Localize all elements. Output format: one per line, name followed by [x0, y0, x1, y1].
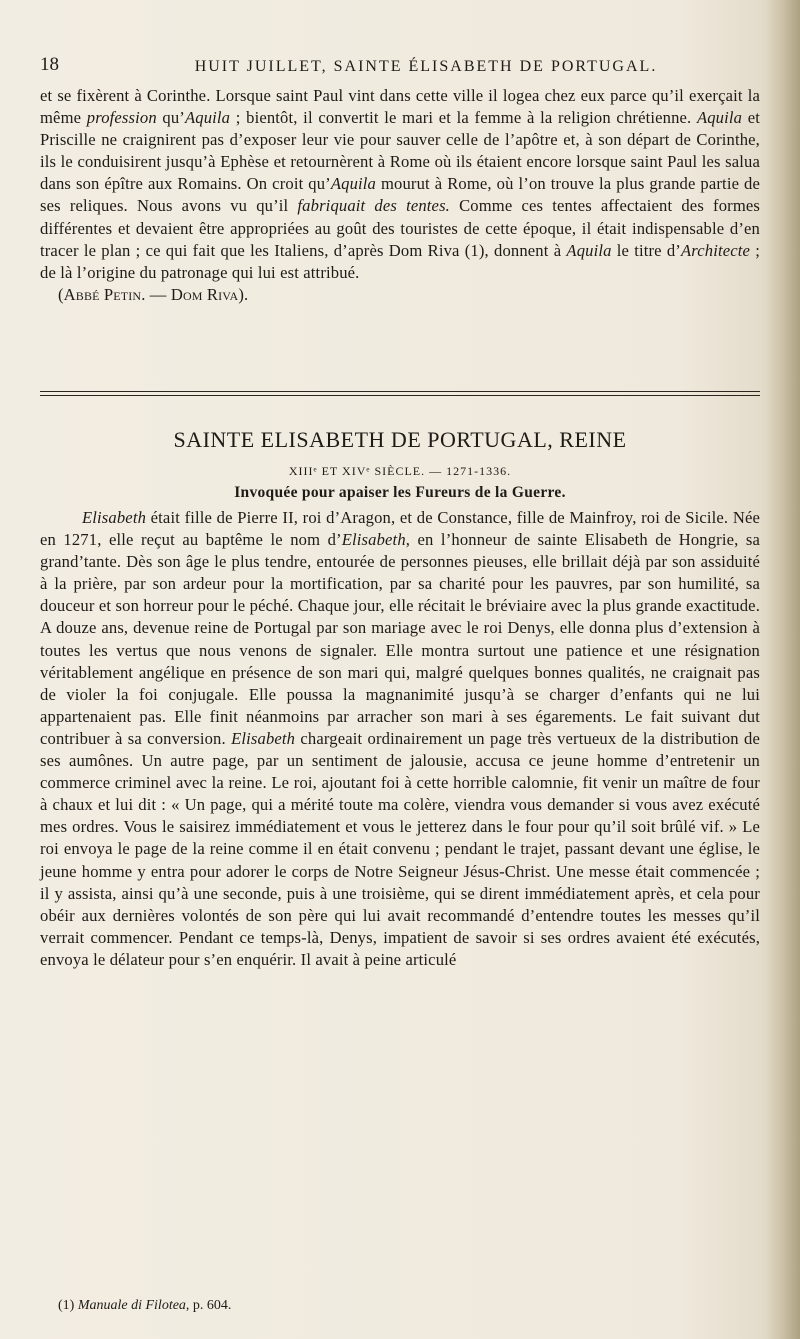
italic-run: Elisabeth [231, 728, 296, 748]
text-run: mourut à Rome, où l’on trouve la plus grande partie de ses reliques. Nous avons vu qu’il [40, 174, 760, 216]
section-invocation: Invoquée pour apaiser les Fureurs de la Guerre. [234, 484, 566, 501]
attribution: (Abbé Petin. — Dom Riva). [58, 284, 249, 304]
italic-run: Elisabeth [82, 508, 147, 527]
italic-run: Aquila [184, 108, 231, 128]
section-dates: XIIIᵉ ET XIVᵉ SIÈCLE. — 1271-1336. [288, 464, 512, 478]
italic-run: Aquila [330, 174, 377, 194]
text-run: qu’ [156, 108, 185, 128]
section-divider [40, 391, 760, 392]
text-run: Comme ces tentes affectaient des formes différentes et devaient être appropriées au goût des touristes de cette époque, il était indispensable d’en tracer le plan ; ce qui fait que les Italiens, d’après Dom Riva (1), donnent à [40, 196, 761, 260]
italic-run: Aquila [696, 108, 743, 128]
italic-run: fabriquait des tentes. [297, 196, 450, 216]
text-run: chargeait ordinairement un page très vertueux de la distribution de ses aumônes. Un autre page, par un sentiment de jalousie, accusa ce jeune homme d’entretenir un commerce criminel avec la reine. Le roi, ajoutant foi à cette horrible calomnie, fit venir un maître de four à chaux et lui dit : « Un page, qui a mérité toute ma colère, viendra vous demander si vous avez exécuté mes ordres. Vous le saisirez immédiatement et vous le jetterez dans le four pour qu’il soit brûlé vif. » Le roi envoya le page de la reine comme il en était convenu ; pendant le trajet, passant devant une église, le jeune homme y entra pour adorer le corps de Notre Seigneur Jésus-Christ. Une messe était commencée ; il y assista, ainsi qu’à une seconde, puis à une troisième, qui se dirent immédiatement après, et cela pour obéir aux dernières volontés de son père qui lui avait recommandé d’entendre toutes les messes qu’il verrait commencer. Pendant ce temps-là, Denys, impatient de savoir si ses ordres avaient été exécutés, envoya le délateur pour s’en enquérir. Il avait à peine articulé [40, 728, 760, 969]
footnote-page: , p. 604. [185, 1298, 232, 1313]
italic-run: Elisabeth [341, 530, 406, 550]
section-divider-thin [40, 395, 760, 396]
italic-run: Aquila [566, 240, 612, 260]
page-number: 18 [40, 54, 59, 75]
section-title: SAINTE ELISABETH DE PORTUGAL, REINE [173, 427, 627, 452]
text-run: ; bientôt, il convertit le mari et la femme à la religion chrétienne. [230, 108, 697, 128]
text-run: et se fixèrent à Corinthe. Lorsque saint Paul vint dans cette ville il logea chez eux parce qu’il exerçait la même [40, 86, 760, 128]
text-run: le titre d’ [611, 240, 681, 260]
footnote-source: Manuale di Filotea [77, 1298, 186, 1313]
text-run: était fille de Pierre II, roi d’Aragon, et de Constance, fille de Mainfroy, roi de Sicile. Née en 1271, elle reçut au baptême le nom d’ [40, 508, 760, 550]
text-run: , en l’honneur de sainte Elisabeth de Hongrie, sa grand’tante. Dès son âge le plus tendre, entourée de personnes pieuses, elle brillait déjà par son assiduité à la prière, par son ardeur pour la mortification, par sa charité pour les pauvres, par son humilité, sa douceur et son horreur pour le péché. Chaque jour, elle récitait le bréviaire avec la plus grande exactitude. A douze ans, devenue reine de Portugal par son mariage avec le roi Denys, elle donna plus d’extension à toutes les vertus que nous venons de signaler. Elle montra surtout une patience et une résignation véritablement angélique en présence de son mari qui, malgré quelques bonnes qualités, ne craignait pas de violer la foi conjugale. Elle poussa la magnanimité jusqu’à se charger d’enfants qui ne lui appartenaient pas. Elle finit néanmoins par arracher son mari à ses égarements. Le fait suivant dut contribuer à sa conversion. [40, 530, 761, 748]
italic-run: profession [86, 108, 157, 128]
saint-biography-paragraph [40, 507, 760, 971]
text-run: et Priscille ne craignirent pas d’exposer leur vie pour sauver celle de l’apôtre et, à son départ de Corinthe, ils le conduisirent jusqu’à Ephèse et retournèrent à Rome où ils étaient encore lorsque saint Paul les salua dans son épître aux Romains. On croit qu’ [40, 108, 760, 194]
page-edge-shadow [766, 0, 800, 1339]
text-run: ; de là l’origine du patronage qui lui est attribué. [40, 240, 761, 282]
previous-entry-paragraph [40, 85, 760, 306]
footnote [58, 1298, 231, 1314]
footnote-marker: (1) [58, 1298, 75, 1313]
italic-run: Architecte [680, 240, 751, 260]
running-title: HUIT JUILLET, SAINTE ÉLISABETH DE PORTUGAL. [194, 58, 658, 75]
